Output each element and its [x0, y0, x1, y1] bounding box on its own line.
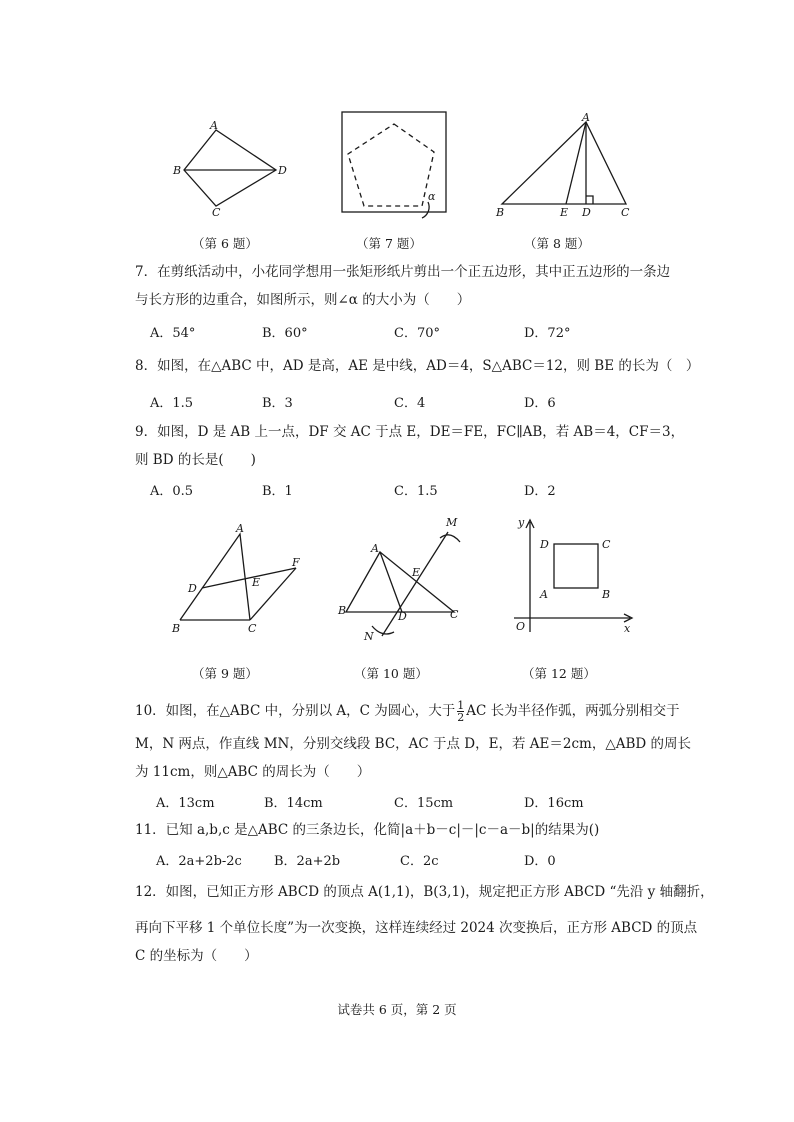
label-d: D	[582, 206, 591, 219]
q9-option-a: A．0.5	[150, 484, 194, 499]
question-7-line-2: 与长方形的边重合，如图所示，则∠α 的大小为（ ）	[135, 292, 471, 308]
figure-12	[510, 514, 640, 638]
square-abcd	[554, 544, 598, 588]
question-10-line-1	[135, 700, 680, 723]
segment-df	[202, 568, 296, 588]
question-12-line-2: 再向下平移 1 个单位长度”为一次变换，这样连续经过 2024 次变换后，正方形 ABCD 的顶点	[135, 920, 698, 936]
q8-option-d: D．6	[524, 396, 556, 411]
label-b: B	[338, 604, 347, 617]
pentagon-dashed	[348, 124, 434, 206]
q7-option-b: B．60°	[262, 326, 308, 341]
quadrilateral-abcd	[184, 130, 276, 206]
figure-8	[492, 112, 642, 222]
q9-option-c: C．1.5	[394, 484, 438, 499]
q11-option-c: C．2c	[400, 854, 439, 869]
caption-fig9: （第 9 题）	[192, 666, 258, 681]
question-9-line-1: 9．如图，D 是 AB 上一点，DF 交 AC 于点 E，DE＝FE，FC∥AB，若 AB＝4，CF＝3，	[135, 424, 685, 440]
label-a: A	[371, 542, 379, 555]
label-n: N	[364, 630, 374, 643]
angle-alpha-arc	[422, 202, 429, 218]
label-e: E	[560, 206, 569, 219]
q8-option-a: A．1.5	[150, 396, 194, 411]
label-d: D	[540, 538, 549, 551]
question-7-line-1: 7．在剪纸活动中，小花同学想用一张矩形纸片剪出一个正五边形，其中正五边形的一条边	[135, 264, 671, 280]
q8-option-b: B．3	[262, 396, 293, 411]
label-c: C	[621, 206, 630, 219]
label-x: x	[624, 622, 631, 635]
q10-text-post: AC 长为半径作弧，两弧分别相交于	[466, 703, 680, 719]
q9-option-d: D．2	[524, 484, 556, 499]
label-y: y	[518, 516, 525, 529]
q10-text-pre: 10．如图，在△ABC 中，分别以 A，C 为圆心，大于	[135, 703, 456, 719]
segment-bac	[180, 534, 250, 620]
label-b: B	[496, 206, 505, 219]
q11-option-b: B．2a+2b	[274, 854, 341, 869]
figure-10	[334, 508, 474, 650]
q10-fraction-num: 1	[457, 699, 465, 712]
label-c: C	[212, 206, 221, 218]
right-angle-mark	[586, 196, 593, 204]
label-o: O	[516, 620, 526, 633]
label-d: D	[188, 582, 197, 595]
question-11-line-1: 11．已知 a,b,c 是△ABC 的三条边长，化简|a＋b－c|－|c－a－b|的结果为()	[135, 822, 600, 838]
label-a: A	[236, 522, 244, 535]
label-b: B	[172, 622, 181, 635]
triangle-abc	[346, 552, 454, 612]
label-c: C	[450, 608, 459, 621]
label-e: E	[412, 566, 421, 579]
q8-option-c: C．4	[394, 396, 426, 411]
q10-option-d: D．16cm	[524, 796, 584, 811]
triangle-abc	[502, 122, 626, 204]
arc-n	[372, 626, 394, 634]
q10-option-a: A．13cm	[156, 796, 215, 811]
label-a: A	[582, 112, 590, 124]
q10-fraction-den: 2	[457, 711, 465, 724]
q7-option-c: C．70°	[394, 326, 440, 341]
caption-fig7: （第 7 题）	[356, 236, 422, 251]
label-e: E	[252, 576, 261, 589]
caption-fig10: （第 10 题）	[354, 666, 428, 681]
label-b: B	[173, 164, 182, 177]
caption-fig12: （第 12 题）	[522, 666, 596, 681]
segment-ae	[566, 122, 586, 204]
label-f: F	[292, 556, 300, 569]
q7-option-d: D．72°	[524, 326, 571, 341]
question-10-line-3: 为 11cm，则△ABC 的周长为（ ）	[135, 764, 371, 780]
q10-option-b: B．14cm	[264, 796, 323, 811]
figure-6	[170, 118, 290, 218]
question-8-line-1: 8．如图，在△ABC 中，AD 是高，AE 是中线，AD＝4，S△ABC＝12，则 BE 的长为（ ）	[135, 358, 700, 374]
caption-fig8: （第 8 题）	[524, 236, 590, 251]
q10-fraction	[457, 700, 464, 723]
label-b: B	[602, 588, 611, 601]
label-a: A	[210, 119, 218, 132]
question-12-line-3: C 的坐标为（ ）	[135, 948, 258, 964]
q9-option-b: B．1	[262, 484, 293, 499]
question-12-line-1: 12．如图，已知正方形 ABCD 的顶点 A(1,1)，B(3,1)，规定把正方形 ABCD “先沿 y 轴翻折，	[135, 884, 714, 900]
q11-option-d: D．0	[524, 854, 556, 869]
label-m: M	[446, 516, 458, 529]
label-alpha: α	[428, 190, 436, 203]
question-10-line-2: M，N 两点，作直线 MN，分别交线段 BC，AC 于点 D，E，若 AE＝2cm，△ABD 的周长	[135, 736, 691, 752]
figure-7	[336, 106, 452, 228]
page-footer: 试卷共 6 页，第 2 页	[337, 1002, 457, 1017]
question-9-line-2: 则 BD 的长是( )	[135, 452, 256, 468]
label-a: A	[540, 588, 548, 601]
figure-9	[168, 522, 318, 642]
q7-option-a: A．54°	[150, 326, 196, 341]
label-d: D	[398, 610, 407, 623]
q11-option-a: A．2a+2b-2c	[156, 854, 242, 869]
label-d: D	[278, 164, 287, 177]
label-c: C	[248, 622, 257, 635]
label-c: C	[602, 538, 611, 551]
caption-fig6: （第 6 题）	[192, 236, 258, 251]
q10-option-c: C．15cm	[394, 796, 454, 811]
